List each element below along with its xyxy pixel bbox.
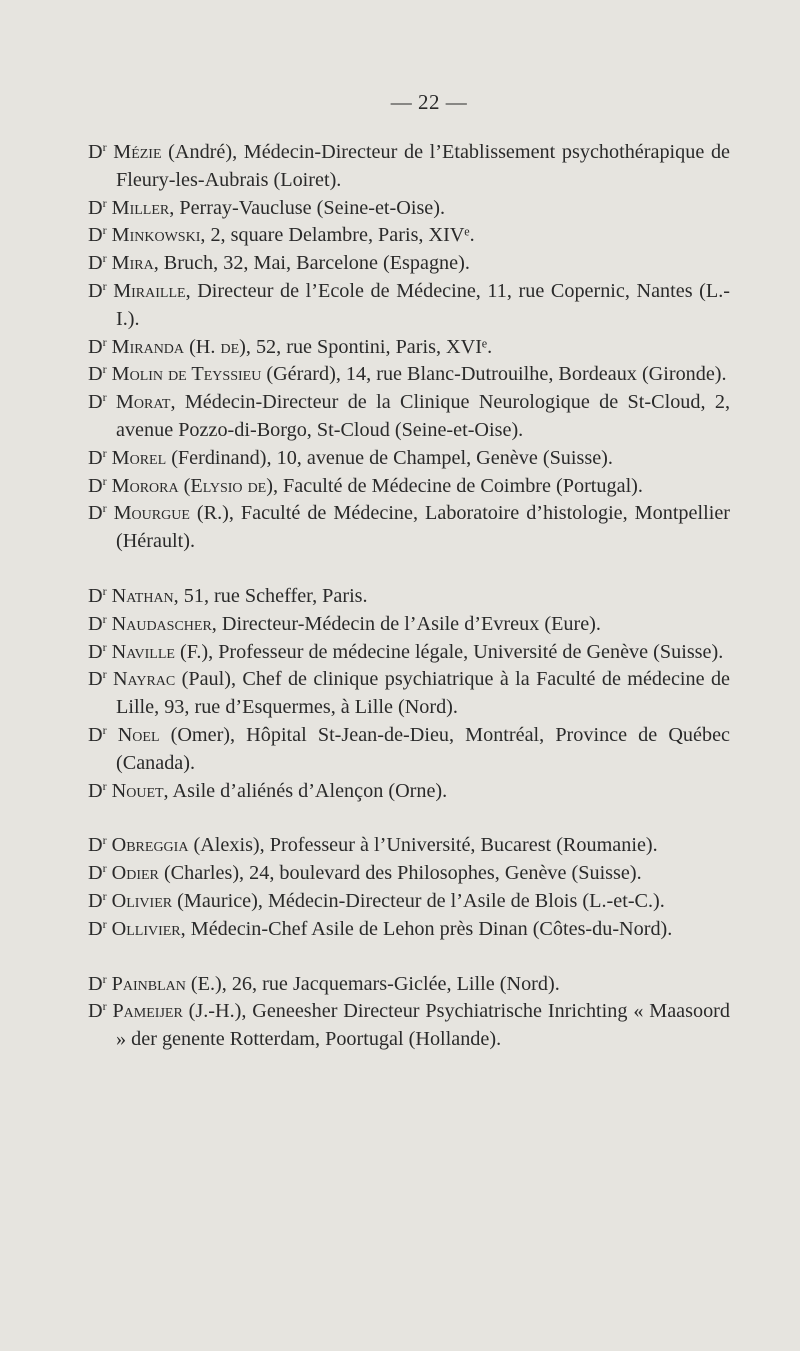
directory-entry	[88, 139, 730, 195]
directory-entry	[88, 998, 730, 1054]
title-superscript: r	[102, 473, 107, 488]
title-abbrev	[88, 613, 107, 635]
title-abbrev	[88, 475, 107, 497]
title-superscript: r	[102, 888, 107, 903]
title-superscript: r	[102, 971, 107, 986]
person-name: Olivier	[111, 889, 173, 912]
directory-entry	[88, 222, 730, 250]
directory-entry	[88, 832, 730, 860]
title-letter: D	[88, 474, 103, 497]
directory-entry	[88, 473, 730, 501]
entry-details: , Médecin-Chef Asile de Lehon près Dinan (Côtes-du-Nord).	[180, 917, 673, 940]
entry-details: (F.), Professeur de médecine légale, Université de Genève (Suisse).	[174, 640, 724, 663]
title-letter: D	[88, 640, 103, 663]
entry-details: (J.-H.), Geneesher Directeur Psychiatrische Inrichting « Maasoord » der genente Rotterdam, Poortugal (Hollande).	[116, 1000, 730, 1051]
title-superscript: r	[102, 223, 107, 238]
entry-details: , Directeur de l’Ecole de Médecine, 11, rue Copernic, Nantes (L.-I.).	[116, 279, 730, 330]
entry-details: (Ferdinand), 10, avenue de Champel, Genève (Suisse).	[166, 446, 613, 469]
title-letter: D	[88, 889, 103, 912]
title-letter: D	[88, 502, 103, 525]
directory-entry	[88, 278, 730, 334]
entry-details: (Alexis), Professeur à l’Université, Bucarest (Roumanie).	[188, 834, 658, 857]
title-letter: D	[88, 668, 103, 691]
title-abbrev	[88, 973, 107, 995]
title-letter: D	[88, 779, 103, 802]
title-letter: D	[88, 834, 103, 857]
title-letter: D	[88, 1000, 103, 1023]
person-name: Miraille	[113, 279, 186, 302]
title-abbrev	[88, 641, 107, 663]
entry-details: (Gérard), 14, rue Blanc-Dutrouilhe, Bordeaux (Gironde).	[261, 363, 727, 386]
title-abbrev	[88, 834, 107, 856]
directory-entry	[88, 778, 730, 806]
person-name: Miller	[111, 196, 170, 219]
directory-entry	[88, 445, 730, 473]
title-superscript: r	[102, 722, 107, 737]
title-superscript: r	[102, 251, 107, 266]
title-abbrev	[88, 585, 107, 607]
entry-details: , Directeur-Médecin de l’Asile d’Evreux (Eure).	[211, 612, 601, 635]
title-letter: D	[88, 141, 103, 163]
title-superscript: r	[102, 778, 107, 793]
title-abbrev	[88, 668, 107, 690]
title-superscript: r	[102, 861, 107, 876]
title-letter: D	[88, 972, 103, 995]
entry-details: (Paul), Chef de clinique psychiatrique à la Faculté de médecine de Lille, 93, rue d’Esquermes, à Lille (Nord).	[116, 668, 731, 719]
directory-entry	[88, 500, 730, 556]
person-name: Mourgue	[113, 502, 190, 525]
entry-details: (R.), Faculté de Médecine, Laboratoire d’histologie, Montpellier (Hérault).	[116, 502, 730, 553]
person-name: Morel	[111, 446, 167, 469]
title-letter: D	[88, 252, 103, 275]
title-abbrev	[88, 252, 107, 274]
entry-details: , 52, rue Spontini, Paris, XVIᵉ.	[245, 335, 493, 358]
title-superscript: r	[102, 833, 107, 848]
person-name: Painblan	[111, 972, 186, 995]
title-abbrev	[88, 336, 107, 358]
person-name: Odier	[111, 862, 159, 885]
person-name: Nayrac	[112, 668, 176, 691]
title-superscript: r	[102, 501, 107, 516]
entry-details: , Perray-Vaucluse (Seine-et-Oise).	[169, 196, 446, 219]
entry-details: , Bruch, 32, Mai, Barcelone (Espagne).	[153, 252, 470, 275]
title-superscript: r	[102, 667, 107, 682]
directory-entry	[88, 611, 730, 639]
directory-entry	[88, 639, 730, 667]
title-letter: D	[88, 446, 103, 469]
entry-details: (Charles), 24, boulevard des Philosophes, Genève (Suisse).	[158, 862, 642, 885]
title-superscript: r	[102, 583, 107, 598]
person-name: Naville	[111, 640, 175, 663]
person-name: Mézie	[113, 141, 162, 163]
section-gap	[88, 944, 730, 971]
title-abbrev	[88, 197, 107, 219]
person-name: Molin de Teyssieu	[111, 363, 262, 386]
title-abbrev	[88, 890, 107, 912]
section-gap	[88, 556, 730, 583]
title-letter: D	[88, 723, 103, 746]
title-abbrev	[88, 724, 107, 746]
title-abbrev	[88, 780, 107, 802]
directory-entry	[88, 334, 730, 362]
title-superscript: r	[102, 639, 107, 654]
directory-entry	[88, 888, 730, 916]
title-letter: D	[88, 224, 103, 247]
directory-entries	[88, 139, 730, 1054]
title-superscript: r	[102, 611, 107, 626]
directory-entry	[88, 971, 730, 999]
title-letter: D	[88, 335, 103, 358]
entry-details: (E.), 26, rue Jacquemars-Giclée, Lille (Nord).	[185, 972, 560, 995]
title-abbrev	[88, 447, 107, 469]
title-abbrev	[88, 141, 107, 163]
title-superscript: r	[102, 999, 107, 1014]
page-number: — 22 —	[390, 90, 468, 114]
directory-entry	[88, 195, 730, 223]
person-name: Minkowski	[111, 224, 201, 247]
title-abbrev	[88, 1000, 107, 1022]
entry-details: , Médecin-Directeur de la Clinique Neurologique de St-Cloud, 2, avenue Pozzo-di-Borgo, St-Cloud (Seine-et-Oise).	[116, 391, 730, 441]
title-superscript: r	[102, 362, 107, 377]
section-gap	[88, 805, 730, 832]
person-name: Obreggia	[111, 834, 189, 857]
title-letter: D	[88, 196, 103, 219]
entry-details: (Maurice), Médecin-Directeur de l’Asile de Blois (L.-et-C.).	[172, 889, 665, 912]
entry-details: , Asile d’aliénés d’Alençon (Orne).	[163, 779, 448, 802]
title-abbrev	[88, 391, 107, 413]
person-name: Nouet	[111, 779, 164, 802]
entry-details: , 51, rue Scheffer, Paris.	[173, 584, 368, 607]
title-superscript: r	[102, 195, 107, 210]
person-name: Morora (Elysio de)	[111, 474, 273, 497]
entry-details: (Omer), Hôpital St-Jean-de-Dieu, Montréal, Province de Québec (Canada).	[116, 723, 730, 774]
person-name: Pameijer	[112, 1000, 183, 1023]
directory-entry	[88, 250, 730, 278]
entry-details: , Faculté de Médecine de Coimbre (Portugal).	[272, 474, 643, 497]
person-name: Noel	[117, 723, 160, 746]
title-abbrev	[88, 224, 107, 246]
entry-details: , 2, square Delambre, Paris, XIVᵉ.	[200, 224, 475, 247]
title-letter: D	[88, 612, 103, 635]
person-name: Naudascher	[111, 612, 212, 635]
title-abbrev	[88, 280, 107, 302]
title-superscript: r	[102, 278, 107, 293]
title-letter: D	[88, 279, 103, 302]
title-letter: D	[88, 363, 103, 386]
directory-entry	[88, 860, 730, 888]
directory-entry	[88, 666, 730, 722]
title-letter: D	[88, 391, 103, 414]
title-superscript: r	[102, 334, 107, 349]
person-name: Miranda (H. de)	[111, 335, 246, 358]
title-letter: D	[88, 917, 103, 940]
directory-entry	[88, 389, 730, 445]
person-name: Ollivier	[111, 917, 181, 940]
title-letter: D	[88, 584, 103, 607]
title-abbrev	[88, 918, 107, 940]
title-superscript: r	[102, 140, 107, 154]
directory-entry	[88, 583, 730, 611]
directory-entry	[88, 916, 730, 944]
person-name: Mira	[111, 252, 154, 275]
title-superscript: r	[102, 445, 107, 460]
directory-entry	[88, 361, 730, 389]
title-letter: D	[88, 862, 103, 885]
person-name: Nathan	[111, 584, 174, 607]
title-superscript: r	[102, 916, 107, 931]
title-abbrev	[88, 363, 107, 385]
directory-entry	[88, 722, 730, 778]
entry-details: (André), Médecin-Directeur de l’Etablissement psychothérapique de Fleury-les-Aubrais (Loiret).	[116, 141, 730, 191]
title-superscript: r	[102, 390, 107, 405]
title-abbrev	[88, 502, 107, 524]
title-abbrev	[88, 862, 107, 884]
person-name: Morat	[115, 391, 171, 414]
